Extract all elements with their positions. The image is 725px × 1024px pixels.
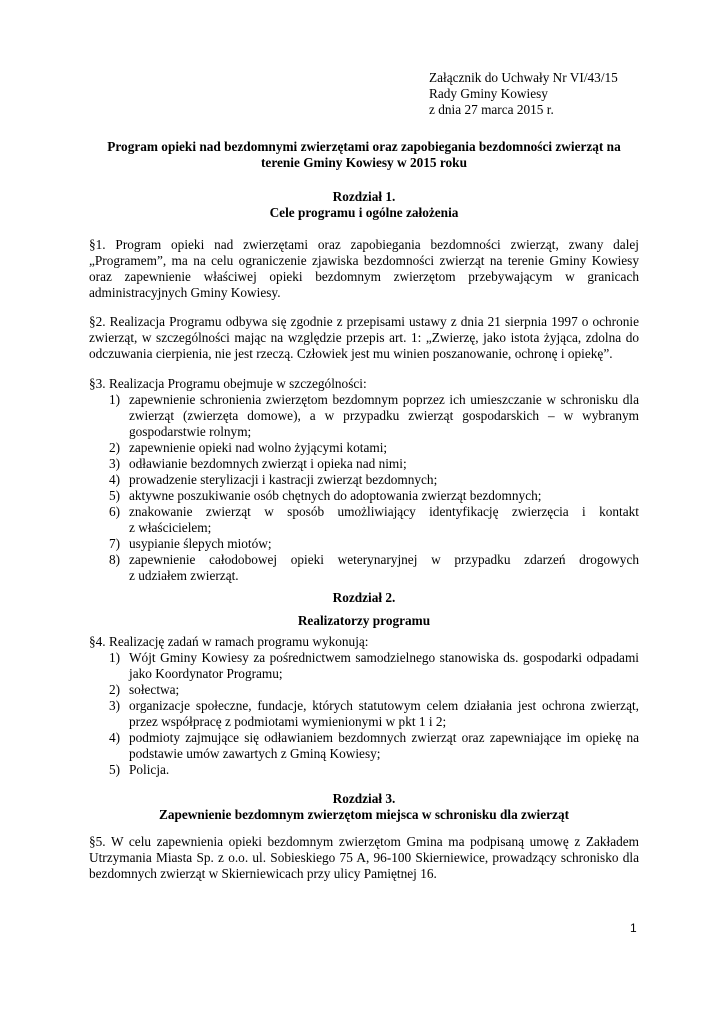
chapter-name: Cele programu i ogólne założenia [269,205,459,220]
list-item: 5) aktywne poszukiwanie osób chętnych do adoptowania zwierząt bezdomnych; [109,488,542,503]
document-title [89,139,639,171]
list-item: 3) organizacje społeczne, fundacje, których statutowym celem działania jest ochrona zwierząt, przez współpracę z podmiotami wymienionymi w pkt 1 i 2; [109,698,639,729]
list-item: 1) Wójt Gminy Kowiesy za pośrednictwem samodzielnego stanowiska ds. gospodarki odpadami jako Koordynator Programu; [109,650,639,681]
paragraph-4-intro: §4. Realizację zadań w ramach programu wykonują: [89,634,369,649]
paragraph-line: §5. W celu zapewnienia opieki bezdomnym zwierzętom Gmina ma podpisaną umowę z Zakładem [89,834,639,849]
paragraph-line: bezdomnych zwierząt w Skierniewicach przy ulicy Pamiętnej 16. [89,866,437,881]
paragraph-line: §1. Program opieki nad zwierzętami oraz zapobiegania bezdomności zwierząt, zwany dalej [89,237,639,252]
paragraph-2 [89,314,639,362]
list-item: 6) znakowanie zwierząt w sposób umożliwiający identyfikację zwierzęcia i kontakt z właścicielem; [109,504,639,535]
paragraph-line: odczuwania cierpienia, nie jest rzeczą. Człowiek jest mu winien poszanowanie, ochronę i opiekę”. [89,346,613,361]
title-line: Program opieki nad bezdomnymi zwierzętami oraz zapobiegania bezdomności zwierząt na [107,139,621,154]
annex-header [429,70,649,118]
chapter-number: Rozdział 1. [332,189,396,204]
title-line: terenie Gminy Kowiesy w 2015 roku [261,155,467,170]
annex-line: Załącznik do Uchwały Nr VI/43/15 [429,70,618,85]
annex-line: Rady Gminy Kowiesy [429,86,548,101]
list-item: 5) Policja. [109,762,170,777]
paragraph-line: administracyjnych Gminy Kowiesy. [89,285,281,300]
list-item: 4) prowadzenie sterylizacji i kastracji zwierząt bezdomnych; [109,472,438,487]
list-item: 7) usypianie ślepych miotów; [109,536,272,551]
chapter-3-heading [89,791,639,823]
paragraph-3-intro: §3. Realizacja Programu obejmuje w szczególności: [89,376,367,391]
annex-line: z dnia 27 marca 2015 r. [429,102,554,117]
list-item: 8) zapewnienie całodobowej opieki weterynaryjnej w przypadku zdarzeń drogowych z udziałem zwierząt. [109,552,639,583]
list-item: 4) podmioty zajmujące się odławianiem bezdomnych zwierząt oraz zapewniające im opiekę na podstawie umów zawartych z Gminą Kowiesy; [109,730,639,761]
chapter-number: Rozdział 3. [332,791,396,806]
list-item: 2) zapewnienie opieki nad wolno żyjącymi kotami; [109,440,388,455]
paragraph-line: zwierząt, w szczególności mając na względzie przepis art. 1: „Zwierzę, jako istota żyjąca, zdolna do [89,330,639,345]
paragraph-1 [89,237,639,301]
chapter-1-heading [89,189,639,221]
paragraph-3-list [89,392,639,584]
page-number: 1 [630,921,637,935]
paragraph-line: „Programem”, ma na celu ograniczenie zjawiska bezdomności zwierząt na terenie Gminy Kowiesy [89,253,639,268]
list-item: 2) sołectwa; [109,682,180,697]
paragraph-line: §2. Realizacja Programu odbywa się zgodnie z przepisami ustawy z dnia 21 sierpnia 1997 o ochronie [89,314,639,329]
list-item: 1) zapewnienie schronienia zwierzętom bezdomnym poprzez ich umieszczanie w schronisku dla zwierząt (zwierzęta domowe), a w przypadku zwierząt gospodarskich – w wybranym gospodarstwie rolnym; [109,392,639,439]
paragraph-5 [89,834,639,882]
paragraph-line: Utrzymania Miasta Sp. z o.o. ul. Sobieskiego 75 A, 96-100 Skierniewice, prowadzący schronisko dla [89,850,639,865]
paragraph-4-list [89,650,639,778]
chapter-name: Realizatorzy programu [297,613,431,628]
paragraph-line: oraz zapewnienie właściwej opieki bezdomnym zwierzętom przebywającym w granicach [89,269,639,284]
list-item: 3) odławianie bezdomnych zwierząt i opieka nad nimi; [109,456,407,471]
chapter-2-heading [89,590,639,629]
document-page [89,0,639,1024]
chapter-name: Zapewnienie bezdomnym zwierzętom miejsca w schronisku dla zwierząt [158,807,570,822]
chapter-number: Rozdział 2. [332,590,396,605]
